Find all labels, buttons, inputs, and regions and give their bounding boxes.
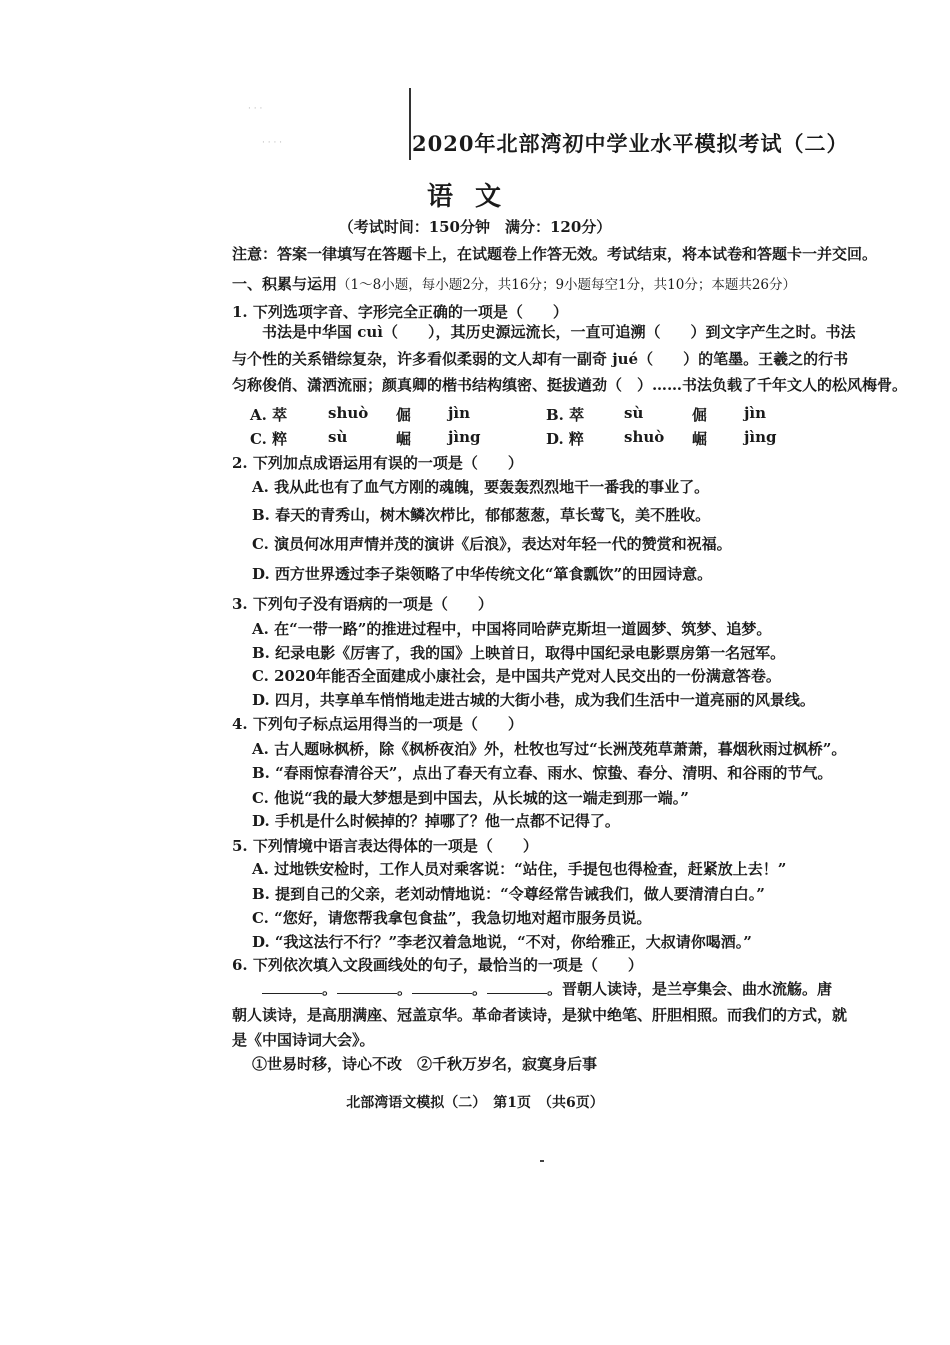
fill-blank bbox=[487, 979, 547, 994]
section-heading bbox=[232, 274, 796, 295]
question-5-stem: 5. 下列情境中语言表达得体的一项是（ ） bbox=[232, 837, 538, 855]
question-6-choices: ①世易时移，诗心不改 ②千秋万岁名，寂寞身后事 bbox=[252, 1055, 598, 1073]
q5-option: D. “我这法行不行？”李老汉着急地说，“不对，你给雅正，大叔请你喝酒。” bbox=[252, 933, 752, 951]
section-note: （1～8小题，每小题2分，共16分；9小题每空1分，共10分；本题共26分） bbox=[337, 277, 796, 293]
q5-option: C. “您好，请您帮我拿包食盐”，我急切地对超市服务员说。 bbox=[252, 909, 652, 927]
q1-option-d-pinyin2: jìng bbox=[744, 428, 777, 446]
q1-option-a-char: 倔 bbox=[396, 406, 412, 424]
q1-option-a-pinyin1: shuò bbox=[328, 404, 369, 422]
q2-option: A. 我从此也有了血气方刚的魂魄，要轰轰烈烈地干一番我的事业了。 bbox=[252, 478, 710, 496]
q2-option: D. 西方世界透过李子柒领略了中华传统文化“箪食瓢饮”的田园诗意。 bbox=[252, 565, 713, 583]
q1-option-a-letter: A. 萃 bbox=[250, 406, 288, 424]
notice: 注意：答案一律填写在答题卡上，在试题卷上作答无效。考试结束，将本试卷和答题卡一并交回。 bbox=[232, 245, 878, 263]
q1-option-d-char: 崛 bbox=[692, 430, 708, 448]
question-6-passage-line: 。 。 。 。晋朝人读诗，是兰亭集会、曲水流觞。唐 bbox=[262, 979, 832, 999]
q1-option-b-pinyin2: jìn bbox=[744, 404, 767, 422]
scan-artifact-line bbox=[409, 88, 411, 160]
q1-option-d-letter: D. 粹 bbox=[546, 430, 584, 448]
fill-blank bbox=[412, 979, 472, 994]
fill-blank bbox=[337, 979, 397, 994]
q4-option: B. “春雨惊春清谷天”，点出了春天有立春、雨水、惊蛰、春分、清明、和谷雨的节气。 bbox=[252, 764, 833, 782]
question-3-stem: 3. 下列句子没有语病的一项是（ ） bbox=[232, 595, 493, 613]
question-6-stem: 6. 下列依次填入文段画线处的句子，最恰当的一项是（ ） bbox=[232, 956, 643, 974]
q5-option: B. 提到自己的父亲，老刘动情地说：“令尊经常告诫我们，做人要清清白白。” bbox=[252, 885, 765, 903]
scan-artifact-dot bbox=[540, 1160, 544, 1162]
q3-option: B. 纪录电影《厉害了，我的国》上映首日，取得中国纪录电影票房第一名冠军。 bbox=[252, 644, 786, 662]
scan-smudge: · · · · bbox=[262, 138, 283, 148]
q1-option-c-letter: C. 粹 bbox=[250, 430, 288, 448]
question-1-passage-line: 书法是中华国 cuì（ ），其历史源远流长，一直可追溯（ ）到文字产生之时。书法 bbox=[262, 323, 856, 341]
q3-option: C. 2020年能否全面建成小康社会，是中国共产党对人民交出的一份满意答卷。 bbox=[252, 667, 781, 685]
question-1-stem: 1. 下列选项字音、字形完全正确的一项是（ ） bbox=[232, 303, 568, 321]
question-6-passage-line: 是《中国诗词大会》。 bbox=[232, 1031, 375, 1049]
fill-blank bbox=[262, 979, 322, 994]
q1-option-b-char: 倔 bbox=[692, 406, 708, 424]
passage-text: 。晋朝人读诗，是兰亭集会、曲水流觞。唐 bbox=[547, 980, 833, 998]
q3-option: D. 四月，共享单车悄悄地走进古城的大街小巷，成为我们生活中一道亮丽的风景线。 bbox=[252, 691, 815, 709]
q4-option: C. 他说“我的最大梦想是到中国去，从长城的这一端走到那一端。” bbox=[252, 789, 689, 807]
question-6-passage-line: 朝人读诗，是高朋满座、冠盖京华。革命者读诗，是狱中绝笔、肝胆相照。而我们的方式，就 bbox=[232, 1006, 848, 1024]
subject-title: 语文 bbox=[426, 182, 523, 212]
q1-option-b-pinyin1: sù bbox=[624, 404, 644, 422]
q2-option: C. 演员何冰用声情并茂的演讲《后浪》，表达对年轻一代的赞赏和祝福。 bbox=[252, 535, 732, 553]
question-2-stem: 2. 下列加点成语运用有误的一项是（ ） bbox=[232, 454, 523, 472]
exam-title: 2020年北部湾初中学业水平模拟考试（二） bbox=[412, 131, 849, 156]
q1-option-a-pinyin2: jìn bbox=[448, 404, 471, 422]
q2-option: B. 春天的青秀山，树木鳞次栉比，郁郁葱葱，草长莺飞，美不胜收。 bbox=[252, 506, 711, 524]
q1-option-b-letter: B. 萃 bbox=[546, 406, 585, 424]
question-1-passage-line: 匀称俊俏、潇洒流丽；颜真卿的楷书结构缜密、挺拔遒劲（ ）……书法负载了千年文人的松风梅骨。 bbox=[232, 376, 908, 394]
q5-option: A. 过地铁安检时，工作人员对乘客说：“站住，手提包也得检查，赶紧放上去！” bbox=[252, 860, 787, 878]
q1-option-d-pinyin1: shuò bbox=[624, 428, 665, 446]
q4-option: D. 手机是什么时候掉的？掉哪了？他一点都不记得了。 bbox=[252, 812, 620, 830]
question-1-passage-line: 与个性的关系错综复杂，许多看似柔弱的文人却有一副奇 jué（ ）的笔墨。王羲之的行书 bbox=[232, 350, 849, 368]
q1-option-c-pinyin1: sù bbox=[328, 428, 348, 446]
section-title: 一、积累与运用 bbox=[232, 275, 338, 293]
question-4-stem: 4. 下列句子标点运用得当的一项是（ ） bbox=[232, 715, 523, 733]
q4-option: A. 古人题咏枫桥，除《枫桥夜泊》外，杜牧也写过“长洲茂苑草萧萧，暮烟秋雨过枫桥”。 bbox=[252, 740, 847, 758]
q3-option: A. 在“一带一路”的推进过程中，中国将同哈萨克斯坦一道圆梦、筑梦、追梦。 bbox=[252, 620, 772, 638]
q1-option-c-char: 崛 bbox=[396, 430, 412, 448]
q1-option-c-pinyin2: jìng bbox=[448, 428, 481, 446]
exam-info: （考试时间：150分钟 满分：120分） bbox=[338, 218, 612, 236]
scan-smudge: · · · bbox=[248, 104, 263, 114]
page-footer: 北部湾语文模拟（二） 第1页 （共6页） bbox=[346, 1095, 604, 1111]
